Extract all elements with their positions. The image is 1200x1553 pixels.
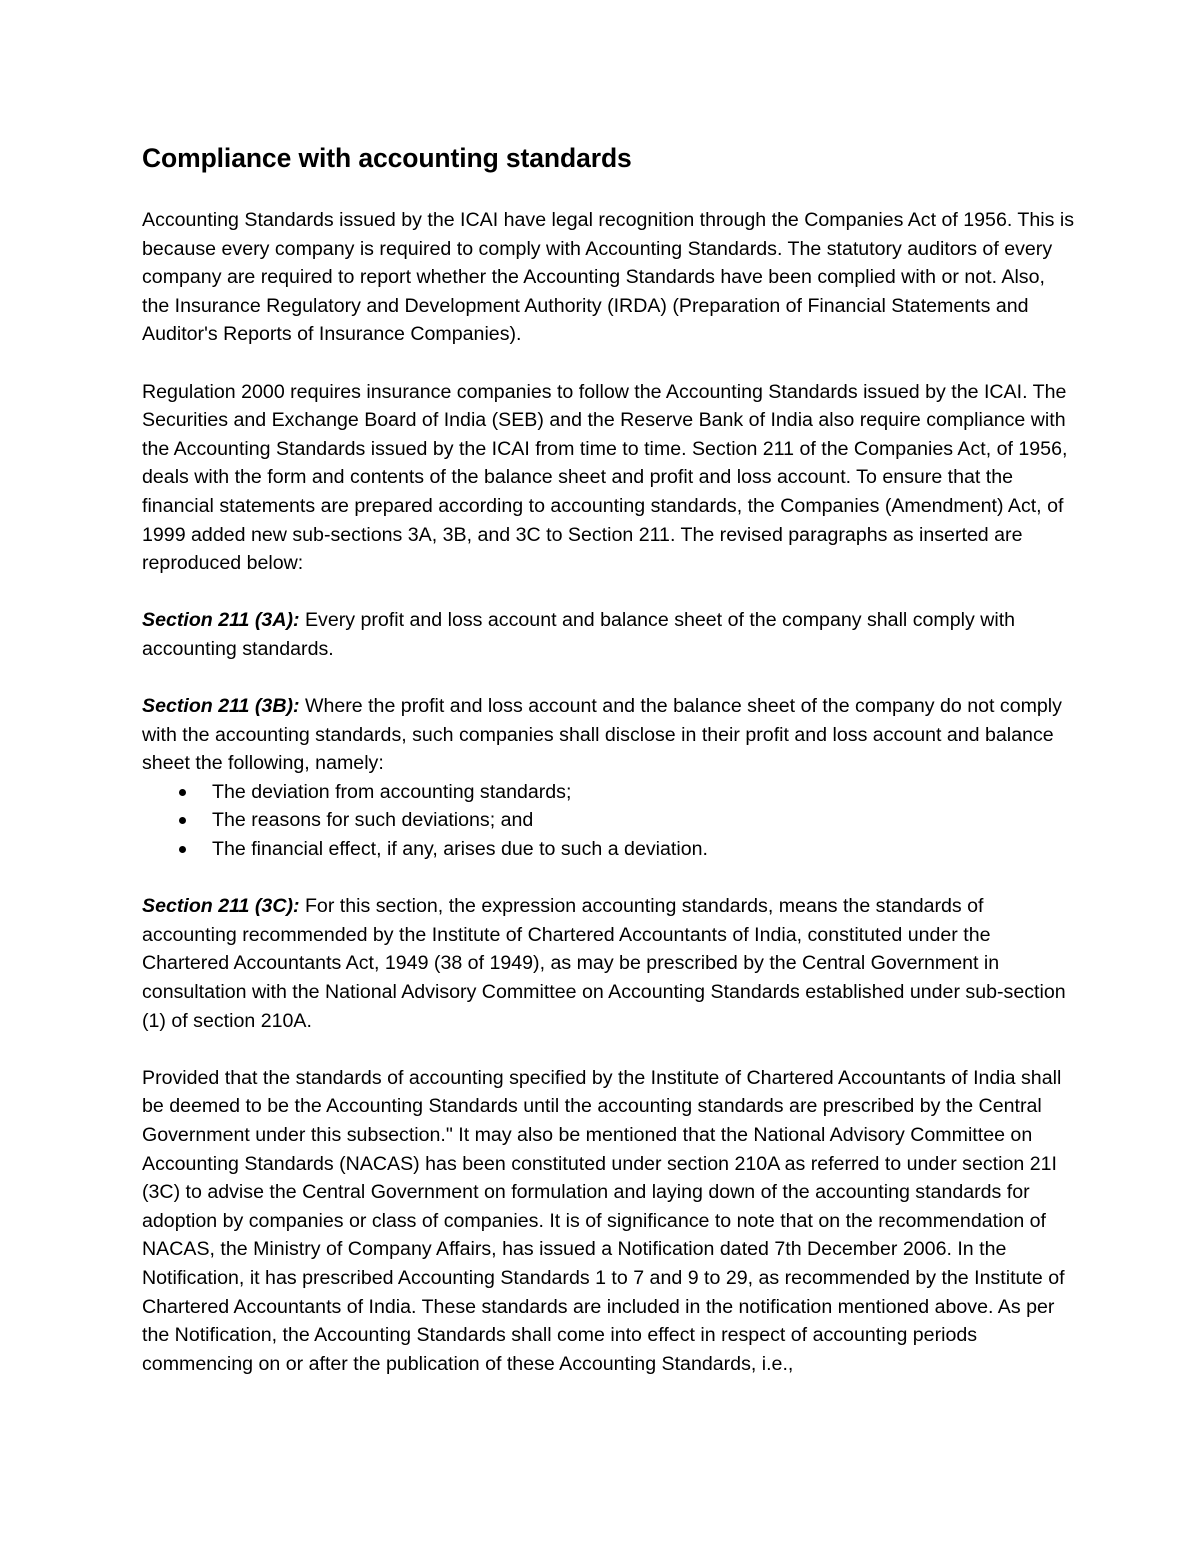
bullet-item-text: The deviation from accounting standards; <box>212 780 572 803</box>
bullet-dot-icon <box>179 789 186 796</box>
paragraph-provided: Provided that the standards of accounting specified by the Institute of Chartered Accountants of India shall be deemed to be the Accounting Standards until the accounting standards are prescribed by the Central Government under this subsection." It may also be mentioned that the National Advisory Committee on Accounting Standards (NACAS) has been constituted under section 210A as referred to under section 21I (3C) to advise the Central Government on formulation and laying down of the accounting standards for adoption by companies or class of companies. It is of significance to note that on the recommendation of NACAS, the Ministry of Company Affairs, has issued a Notification dated 7th December 2006. In the Notification, it has prescribed Accounting Standards 1 to 7 and 9 to 29, as recommended by the Institute of Chartered Accountants of India. These standards are included in the notification mentioned above. As per the Notification, the Accounting Standards shall come into effect in respect of accounting periods commencing on or after the publication of these Accounting Standards, i.e., <box>142 1066 1065 1375</box>
section-211-3c <box>142 892 1077 1035</box>
paragraph-legal-recognition: Accounting Standards issued by the ICAI have legal recognition through the Companies Act of 1956. This is because every company is required to comply with Accounting Standards. The statutory auditors of every company are required to report whether the Accounting Standards have been complied with or not. Also, the Insurance Regulatory and Development Authority (IRDA) (Preparation of Financial Statements and Auditor's Reports of Insurance Companies). <box>142 209 1074 346</box>
section-211-3b-label: Section 211 (3B): <box>142 695 300 718</box>
section-211-3a <box>142 606 1077 663</box>
bullet-dot-icon <box>179 817 186 824</box>
section-211-3b-text: Where the profit and loss account and the balance sheet of the company do not comply with the accounting standards, such companies shall disclose in their profit and loss account and balance sheet the following, namely: <box>142 695 1062 775</box>
section-211-3c-text: For this section, the expression accounting standards, means the standards of accounting recommended by the Institute of Chartered Accountants of India, constituted under the Chartered Accountants Act, 1949 (38 of 1949), as may be prescribed by the Central Government in consultation with the National Advisory Committee on Accounting Standards established under sub-section (1) of section 210A. <box>142 895 1066 1032</box>
bullet-item-text: The reasons for such deviations; and <box>212 809 534 832</box>
bullet-item-text: The financial effect, if any, arises due to such a deviation. <box>212 838 708 861</box>
document-title: Compliance with accounting standards <box>142 143 632 173</box>
bullet-dot-icon <box>179 846 186 853</box>
bullet-item <box>142 835 1077 864</box>
paragraph-regulation-2000: Regulation 2000 requires insurance companies to follow the Accounting Standards issued by the ICAI. The Securities and Exchange Board of India (SEB) and the Reserve Bank of India also require compliance with the Accounting Standards issued by the ICAI from time to time. Section 211 of the Companies Act, of 1956, deals with the form and contents of the balance sheet and profit and loss account. To ensure that the financial statements are prepared according to accounting standards, the Companies (Amendment) Act, of 1999 added new sub-sections 3A, 3B, and 3C to Section 211. The revised paragraphs as inserted are reproduced below: <box>142 380 1068 575</box>
bullet-item <box>142 778 1077 807</box>
section-211-3a-label: Section 211 (3A): <box>142 609 300 632</box>
section-211-3b-bullet-list <box>142 778 1077 864</box>
document-page <box>142 140 1077 1407</box>
section-211-3b <box>142 692 1077 778</box>
section-211-3a-text: Every profit and loss account and balance sheet of the company shall comply with accounting standards. <box>142 609 1016 660</box>
bullet-item <box>142 806 1077 835</box>
section-211-3c-label: Section 211 (3C): <box>142 895 300 918</box>
